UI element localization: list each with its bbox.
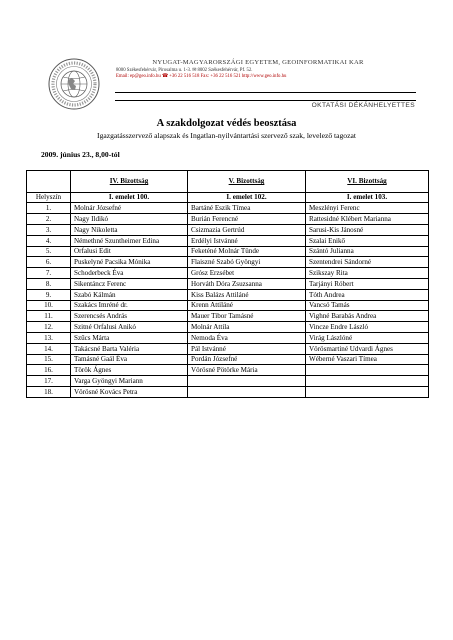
table-row [27,386,429,397]
table-row [27,203,429,214]
student-name-cell: Bartáné Eszik Tímea [188,203,306,214]
student-name-cell: Tamásné Gaál Éva [71,354,188,365]
student-name-cell: Nagy Ildikó [71,214,188,225]
row-number: 8. [27,278,71,289]
student-name-cell: Szalai Enikő [306,235,429,246]
student-name-cell [188,386,306,397]
table-row [27,289,429,300]
table-row [27,311,429,322]
student-name-cell: Puskelyné Pacsika Mónika [71,257,188,268]
student-name-cell: Orfalusi Edit [71,246,188,257]
student-name-cell: Sikentáncz Ferenc [71,278,188,289]
document-subtitle: Igazgatásszervező alapszak és Ingatlan-nyilvántartási szervező szak, levelező tagozat [97,131,356,140]
committee-header: V. Bizottság [188,171,306,193]
student-name-cell: Erdélyi Istvánné [188,235,306,246]
table-row [27,332,429,343]
student-name-cell [306,365,429,376]
student-name-cell: Sarusi-Kis Jánosné [306,224,429,235]
student-name-cell: Molnár Attila [188,322,306,333]
committee-header: VI. Bizottság [306,171,429,193]
student-name-cell: Mauer Tibor Tamásné [188,311,306,322]
row-number: 18. [27,386,71,397]
student-name-cell: Szerencsés András [71,311,188,322]
row-number: 6. [27,257,71,268]
row-number: 14. [27,343,71,354]
row-number: 7. [27,268,71,279]
student-name-cell: Wéberné Vaszari Tímea [306,354,429,365]
student-name-cell: Vancsó Tamás [306,300,429,311]
student-name-cell: Tarjányi Róbert [306,278,429,289]
row-number: 1. [27,203,71,214]
student-name-cell: Horváth Dóra Zsuzsanna [188,278,306,289]
student-name-cell: Pál Istvánné [188,343,306,354]
student-name-cell [188,376,306,387]
document-title: A szakdolgozat védés beosztása [156,118,297,129]
row-number: 17. [27,376,71,387]
student-name-cell [306,376,429,387]
student-name-cell: Meszlényi Ferenc [306,203,429,214]
table-row [27,343,429,354]
table-row [27,235,429,246]
schedule-table [26,170,429,398]
row-number: 15. [27,354,71,365]
letterhead-rule [115,92,416,93]
committee-header: IV. Bizottság [71,171,188,193]
student-name-cell: Csizmazia Gertrúd [188,224,306,235]
student-name-cell: Nemoda Éva [188,332,306,343]
student-name-cell: Vincze Endre László [306,322,429,333]
table-row [27,268,429,279]
row-number: 13. [27,332,71,343]
student-name-cell: Varga Gyöngyi Mariann [71,376,188,387]
student-name-cell: Szabó Kálmán [71,289,188,300]
table-row [27,322,429,333]
student-name-cell: Molnár Józsefné [71,203,188,214]
student-name-cell: Szűcs Márta [71,332,188,343]
room-cell: I. emelet 100. [71,192,188,203]
student-name-cell: Nagy Nikoletta [71,224,188,235]
student-name-cell: Flaiszné Szabó Gyöngyi [188,257,306,268]
student-name-cell [306,386,429,397]
location-row [27,192,429,203]
student-name-cell: Szitné Orfalusi Anikó [71,322,188,333]
table-row [27,365,429,376]
letterhead-rule-lower [115,100,416,101]
institution-name: NYUGAT-MAGYARORSZÁGI EGYETEM, GEOINFORMATIKAI KAR [152,59,364,66]
row-number: 4. [27,235,71,246]
header-blank-cell [27,171,71,193]
student-name-cell: Szakács Imréné dr. [71,300,188,311]
student-name-cell: Török Ágnes [71,365,188,376]
student-name-cell: Vörösné Kovács Petra [71,386,188,397]
student-name-cell: Grósz Erzsébet [188,268,306,279]
row-number: 12. [27,322,71,333]
student-name-cell: Virág Lászlóné [306,332,429,343]
committee-header-row [27,171,429,193]
row-number: 11. [27,311,71,322]
student-name-cell: Vighné Barabás Andrea [306,311,429,322]
student-name-cell: Vörösné Pötörke Mária [188,365,306,376]
row-number: 16. [27,365,71,376]
student-name-cell: Szántó Julianna [306,246,429,257]
room-cell: I. emelet 103. [306,192,429,203]
room-cell: I. emelet 102. [188,192,306,203]
student-name-cell: Schoderbeck Éva [71,268,188,279]
office-name: OKTATÁSI DÉKÁNHELYETTES [311,102,415,109]
row-number: 9. [27,289,71,300]
institution-contact: Email: ep@geo.info.hu ☎ +36 22 516 518 Fax: +36 22 516 521 http://www.geo.info.hu [116,74,287,79]
table-row [27,278,429,289]
student-name-cell: Szentendrei Sándorné [306,257,429,268]
university-seal-logo [48,58,100,110]
table-row [27,257,429,268]
student-name-cell: Szikszay Rita [306,268,429,279]
table-row [27,214,429,225]
student-name-cell: Tóth Andrea [306,289,429,300]
student-name-cell: Rattesidné Klébert Marianna [306,214,429,225]
defense-date: 2009. június 23., 8,00-tól [41,150,120,159]
table-row [27,300,429,311]
table-row [27,224,429,235]
institution-address: 8000 Székesfehérvár, Pirosalma u. 1-3. ✉ 8002 Székesfehérvár, Pf. 52. [116,68,253,73]
student-name-cell: Feketéné Molnár Tünde [188,246,306,257]
student-name-cell: Takácsné Barta Valéria [71,343,188,354]
row-number: 3. [27,224,71,235]
letterhead [108,59,408,79]
student-name-cell: Krenn Attiláné [188,300,306,311]
student-name-cell: Némethné Szuntheimer Edina [71,235,188,246]
table-row [27,354,429,365]
location-label: Helyszín [27,192,71,203]
row-number: 5. [27,246,71,257]
student-name-cell: Pordán Józsefné [188,354,306,365]
student-name-cell: Burián Ferencné [188,214,306,225]
student-name-cell: Vörösmartiné Udvardi Ágnes [306,343,429,354]
student-name-cell: Kiss Balázs Attiláné [188,289,306,300]
row-number: 2. [27,214,71,225]
table-row [27,246,429,257]
row-number: 10. [27,300,71,311]
table-row [27,376,429,387]
